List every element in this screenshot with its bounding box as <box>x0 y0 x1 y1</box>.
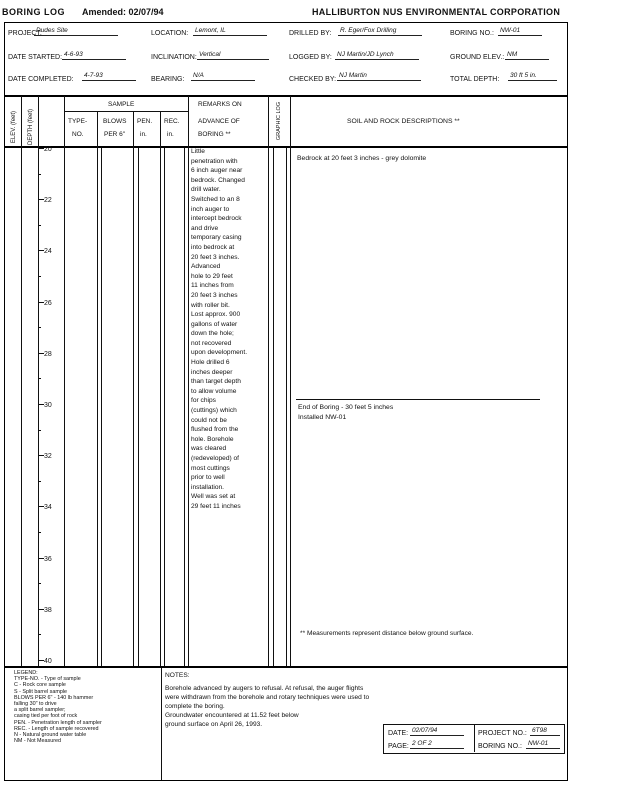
remarks-line: than target depth <box>191 378 241 386</box>
remarks-line: Hole drilled 6 <box>191 359 230 367</box>
date-started-label: DATE STARTED: <box>8 54 63 61</box>
boring-no-label: BORING NO.: <box>450 30 494 37</box>
bearing-label: BEARING: <box>151 76 185 83</box>
depth-label: 26 <box>44 299 52 307</box>
blows-header: BLOWS <box>103 118 127 125</box>
legend-line: BLOWS PER 6" - 140 lb hammer <box>14 694 94 701</box>
depth-label: 24 <box>44 248 52 256</box>
remarks-line: bedrock. Changed <box>191 176 245 184</box>
remarks-line: hole. Borehole <box>191 435 234 443</box>
depth-label: 36 <box>44 555 52 563</box>
remarks-line: inches deeper <box>191 368 233 376</box>
footer-date-label: DATE: <box>388 730 409 737</box>
depth-minor-tick <box>38 378 41 379</box>
depth-minor-tick <box>38 174 41 175</box>
depth-label: 38 <box>44 606 52 614</box>
notes-title: NOTES: <box>165 672 190 679</box>
type-header: TYPE- <box>68 118 88 125</box>
legend-line: a split barrel sampler; <box>14 707 66 714</box>
footer-project-no-value: 6T98 <box>530 727 560 736</box>
remarks-line: intercept bedrock <box>191 215 242 223</box>
depth-minor-tick <box>38 583 41 584</box>
logged-by-value: NJ Martin/JD Lynch <box>335 51 419 60</box>
remarks-line: 20 feet 3 inches <box>191 291 238 299</box>
legend-line: TYPE-NO. - Type of sample <box>14 676 81 683</box>
rec-header-2: in. <box>167 131 174 138</box>
rec-header: REC. <box>164 118 180 125</box>
drilled-by-value: R. Eger/Fox Drilling <box>338 27 422 36</box>
remarks-line: 11 inches from <box>191 282 234 290</box>
depth-label: 28 <box>44 350 52 358</box>
legend <box>14 670 102 744</box>
company-name: HALLIBURTON NUS ENVIRONMENTAL CORPORATION <box>312 7 561 17</box>
bedrock-description: Bedrock at 20 feet 3 inches - grey dolomite <box>297 155 427 162</box>
remarks-line: to allow volume <box>191 387 237 395</box>
blows-header-2: PER 6" <box>104 131 126 138</box>
graphic-log-header: GRAPHIC LOG <box>276 101 282 141</box>
remarks-line: inch auger to <box>191 205 230 213</box>
legend-line: N - Natural ground water table <box>14 732 87 739</box>
remarks-header-3: BORING ** <box>198 131 231 138</box>
legend-title: LEGEND: <box>14 670 38 676</box>
depth-minor-tick <box>38 276 41 277</box>
remarks-line: prior to well <box>191 474 225 482</box>
remarks-line: Advanced <box>191 263 221 271</box>
remarks-line: was cleared <box>191 445 227 453</box>
ground-elev-value: NM <box>505 51 549 60</box>
drilled-by-label: DRILLED BY: <box>289 30 332 37</box>
log-title: BORING LOG <box>2 7 65 17</box>
remarks-line: temporary casing <box>191 234 242 242</box>
legend-line: PEN. - Penetration length of sampler <box>14 719 102 726</box>
depth-label: 22 <box>44 197 52 205</box>
project-value: Dudes Site <box>34 27 118 36</box>
depth-minor-tick <box>38 634 41 635</box>
legend-line: NM - Not Measured <box>14 738 62 745</box>
ground-elev-label: GROUND ELEV.: <box>450 54 505 61</box>
notes-line: ground surface on April 26, 1993. <box>165 721 263 728</box>
remarks-line: Lost approx. 900 <box>191 311 241 319</box>
inclination-label: INCLINATION: <box>151 54 197 61</box>
remarks-line: 6 inch auger near <box>191 167 243 175</box>
checked-by-value: NJ Martin <box>337 72 421 81</box>
date-completed-value: 4-7-93 <box>82 72 136 81</box>
sample-header: SAMPLE <box>108 101 135 108</box>
date-completed-label: DATE COMPLETED: <box>8 76 74 83</box>
depth-label: 34 <box>44 504 52 512</box>
legend-line: casing tied per foot of rock <box>14 713 78 720</box>
depth-minor-tick <box>38 430 41 431</box>
remarks-line: (cuttings) which <box>191 407 237 415</box>
remarks-line: into bedrock at <box>191 243 235 251</box>
project-label: PROJECT: <box>8 30 42 37</box>
remarks-line: hole to 29 feet <box>191 272 233 280</box>
depth-minor-tick <box>38 327 41 328</box>
logged-by-label: LOGGED BY: <box>289 54 332 61</box>
depth-label: 40 <box>44 658 52 665</box>
remarks-line: (redeveloped) of <box>191 455 240 462</box>
footer-date-value: 02/07/94 <box>410 727 464 736</box>
remarks-line: Little <box>191 148 205 155</box>
depth-minor-tick <box>38 481 41 482</box>
legend-line: REC. - Length of sample recovered <box>14 725 99 732</box>
location-value: Lemont, IL <box>193 27 267 36</box>
depth-minor-tick <box>38 532 41 533</box>
inclination-value: Vertical <box>197 51 269 60</box>
end-of-boring-line <box>296 399 540 400</box>
total-depth-value: 30 ft 5 in. <box>508 72 557 81</box>
footer-boring-no-label: BORING NO.: <box>478 743 522 750</box>
remarks-header: REMARKS ON <box>198 101 242 108</box>
legend-line: C - Rock core sample <box>14 682 66 689</box>
remarks-line: flushed from the <box>191 426 239 434</box>
remarks-line: with roller bit. <box>191 301 230 309</box>
remarks-line: not recovered <box>191 339 232 347</box>
checked-by-label: CHECKED BY: <box>289 76 337 83</box>
remarks-line: penetration with <box>191 157 238 165</box>
amended-date: Amended: 02/07/94 <box>82 7 164 17</box>
footer-page-value: 2 OF 2 <box>410 740 464 749</box>
remarks-line: Well was set at <box>191 493 236 501</box>
pen-header-2: in. <box>140 131 147 138</box>
depth-label: 20 <box>44 146 52 153</box>
remarks-line: 20 feet 3 inches. <box>191 253 240 261</box>
end-of-boring-text: End of Boring - 30 feet 5 inches <box>298 404 394 411</box>
depth-label: 32 <box>44 453 52 461</box>
installed-well-text: Installed NW-01 <box>298 414 347 421</box>
remarks-line: down the hole; <box>191 330 234 338</box>
soil-description-header: SOIL AND ROCK DESCRIPTIONS ** <box>347 118 460 125</box>
notes-line: Borehole advanced by augers to refusal. At refusal, the auger flights <box>165 685 364 692</box>
bearing-value: N/A <box>191 72 255 81</box>
remarks-line: upon development. <box>191 349 248 357</box>
remarks-line: Switched to an 8 <box>191 195 240 203</box>
remarks-line: 29 feet 11 inches <box>191 502 241 510</box>
footer-boring-no-value: NW-01 <box>526 740 560 749</box>
elev-header: ELEV. (feet) <box>11 110 17 144</box>
remarks-line: for chips <box>191 397 216 405</box>
depth-label: 30 <box>44 402 52 409</box>
legend-line: falling 30" to drive <box>14 701 57 708</box>
date-started-value: 4-6-93 <box>62 51 126 60</box>
remarks-header-2: ADVANCE OF <box>198 118 240 125</box>
remarks-line: gallons of water <box>191 320 238 328</box>
boring-no-value: NW-01 <box>498 27 542 36</box>
legend-line: S - Split barrel sample <box>14 688 68 695</box>
remarks-line: and drive <box>191 224 219 232</box>
type-header-2: NO. <box>72 131 84 138</box>
total-depth-label: TOTAL DEPTH: <box>450 76 500 83</box>
notes-line: were withdrawn from the borehole and rotary techniques were used to <box>165 694 370 701</box>
remarks-line: drill water. <box>191 186 221 194</box>
depth-header: DEPTH (feet) <box>28 109 34 146</box>
footer-project-no-label: PROJECT NO.: <box>478 730 527 737</box>
notes-line: complete the boring. <box>165 703 225 710</box>
notes-line: Groundwater encountered at 11.52 feet below <box>165 712 299 719</box>
remarks-line: could not be <box>191 416 227 424</box>
remarks-line: installation. <box>191 483 224 491</box>
footer-page-label: PAGE: <box>388 743 409 750</box>
measurement-footnote: ** Measurements represent distance below ground surface. <box>300 630 474 637</box>
location-label: LOCATION: <box>151 30 189 37</box>
pen-header: PEN. <box>137 118 153 125</box>
remarks-column <box>191 147 247 512</box>
depth-minor-tick <box>38 225 41 226</box>
notes <box>165 671 369 729</box>
remarks-line: most cuttings <box>191 464 230 472</box>
